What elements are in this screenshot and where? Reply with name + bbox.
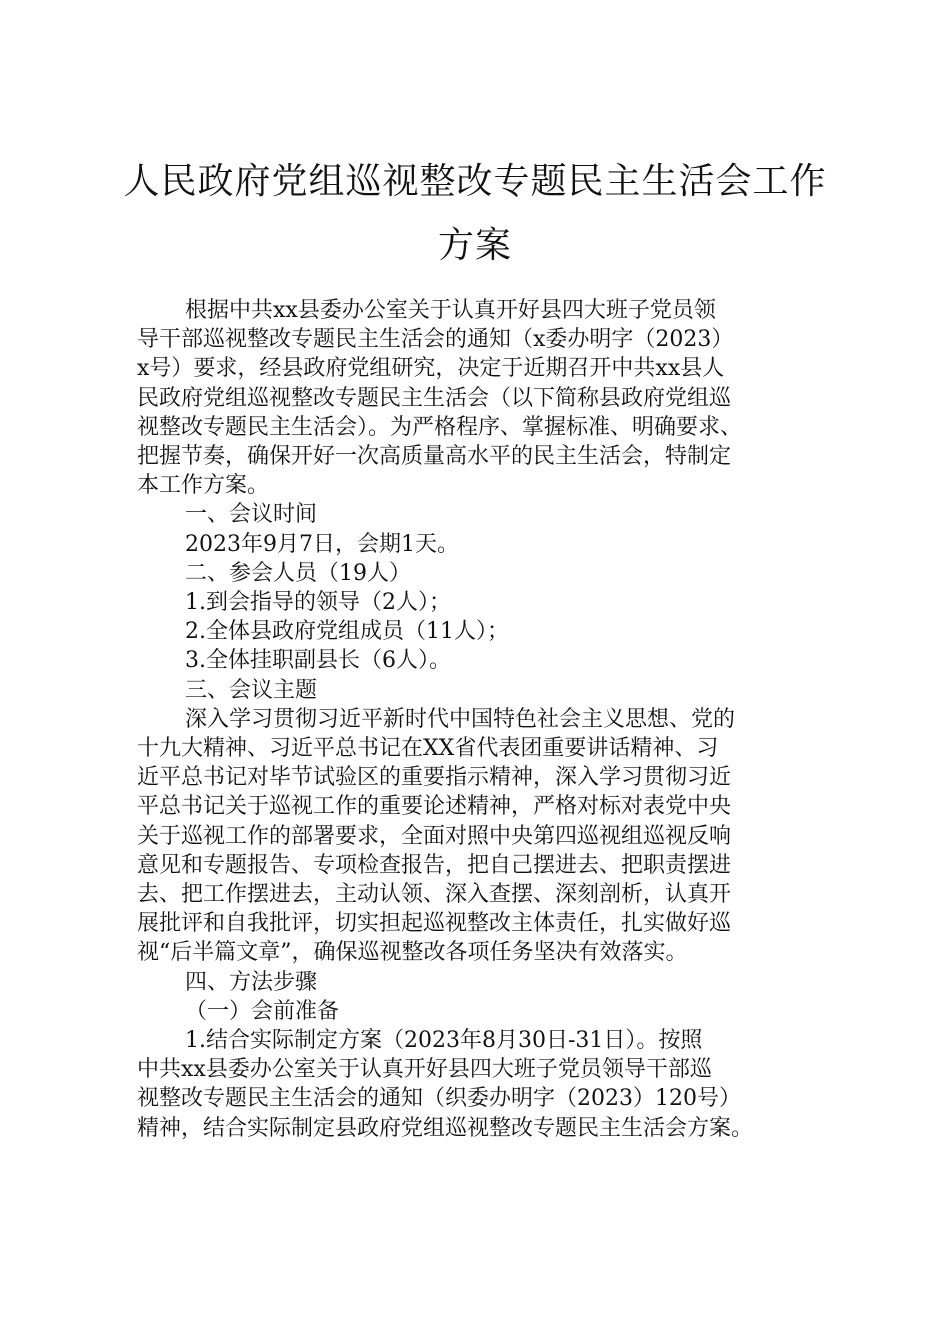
text-line: 导干部巡视整改专题民主生活会的通知（x委办明字（2023）: [137, 327, 734, 353]
text-line: 把握节奏，确保开好一次高质量高水平的民主生活会，特制定: [137, 444, 732, 470]
text-line: 四、方法步骤: [185, 969, 318, 995]
text-line: 关于巡视工作的部署要求，全面对照中央第四巡视组巡视反响: [137, 823, 732, 849]
text-line: 本工作方案。: [137, 473, 270, 499]
text-line: 精神，结合实际制定县政府党组巡视整改专题民主生活会方案。: [137, 1115, 754, 1141]
text-line: 民政府党组巡视整改专题民主生活会（以下简称县政府党组巡: [137, 385, 732, 411]
title-line-1: 人民政府党组巡视整改专题民主生活会工作: [123, 161, 827, 202]
text-line: 2.全体县政府党组成员（11人）；: [185, 619, 509, 645]
text-line: 根据中共xx县委办公室关于认真开好县四大班子党员领: [185, 298, 716, 323]
text-line: 视“后半篇文章”，确保巡视整改各项任务坚决有效落实。: [137, 940, 688, 966]
document-title: [120, 150, 830, 278]
text-line: 视整改专题民主生活会的通知（织委办明字（2023）120号）: [137, 1086, 741, 1112]
title-line-2: 方案: [437, 225, 512, 266]
text-line: 深入学习贯彻习近平新时代中国特色社会主义思想、党的: [185, 706, 736, 732]
text-line: 1.到会指导的领导（2人）；: [185, 590, 451, 616]
document-body: [137, 296, 837, 1143]
text-line: 十九大精神、习近平总书记在XX省代表团重要讲话精神、习: [137, 736, 719, 762]
text-line: （一）会前准备: [185, 998, 340, 1024]
text-line: 二、参会人员（19人）: [185, 560, 411, 586]
text-line: 意见和专题报告、专项检查报告，把自己摆进去、把职责摆进: [137, 852, 732, 878]
text-line: x号）要求，经县政府党组研究，决定于近期召开中共xx县人: [137, 356, 725, 382]
text-line: 去、把工作摆进去，主动认领、深入查摆、深刻剖析，认真开: [137, 882, 732, 908]
text-line: 1.结合实际制定方案（2023年8月30日-31日）。按照: [185, 1028, 703, 1054]
text-line: 一、会议时间: [185, 502, 318, 528]
text-line: 三、会议主题: [185, 677, 318, 703]
text-line: 2023年9月7日，会期1天。: [185, 531, 459, 557]
text-line: 近平总书记对毕节试验区的重要指示精神，深入学习贯彻习近: [137, 765, 732, 791]
text-line: 3.全体挂职副县长（6人）。: [185, 648, 451, 674]
text-line: 展批评和自我批评，切实担起巡视整改主体责任，扎实做好巡: [137, 911, 732, 937]
text-line: 中共xx县委办公室关于认真开好县四大班子党员领导干部巡: [137, 1057, 712, 1083]
text-line: 视整改专题民主生活会）。为严格程序、掌握标准、明确要求、: [137, 414, 743, 440]
text-line: 平总书记关于巡视工作的重要论述精神，严格对标对表党中央: [137, 794, 732, 820]
